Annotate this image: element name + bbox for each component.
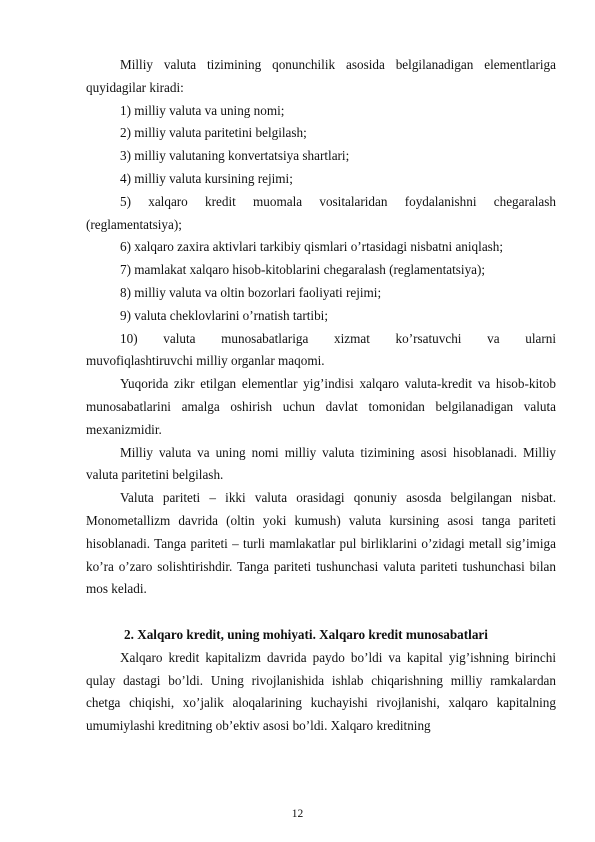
- page-number: 12: [291, 808, 304, 820]
- parity-paragraph: Valuta pariteti – ikki valuta orasidagi qonuniy asosda belgilangan nisbat. Monometallizm davrida (oltin yoki kumush) valuta kursining asosi tanga pariteti hisoblanadi. Tanga pariteti – turli mamlakatlar pul birliklarini o’zidagi metall sig’imiga ko’ra o’zaro solishtirishdir. Tanga pariteti tushunchasi valuta pariteti tushunchasi bilan mos keladi.: [86, 490, 556, 597]
- list-item: 6) xalqaro zaxira aktivlari tarkibiy qismlari o’rtasidagi nisbatni aniqlash;: [120, 239, 504, 255]
- list-item: 2) milliy valuta paritetini belgilash;: [120, 125, 307, 141]
- currency-name-paragraph: Milliy valuta va uning nomi milliy valuta tizimining asosi hisoblanadi. Milliy valuta paritetini belgilash.: [86, 444, 556, 483]
- summary-paragraph: Yuqorida zikr etilgan elementlar yig’indisi xalqaro valuta-kredit va hisob-kitob munosabatlarini amalga oshirish uchun davlat tomonidan belgilanadigan valuta mexanizmidir.: [86, 376, 556, 437]
- spacer: [86, 601, 556, 624]
- list-item: 7) mamlakat xalqaro hisob-kitoblarini chegaralash (reglamentatsiya);: [120, 262, 486, 278]
- section-heading: 2. Xalqaro kredit, uning mohiyati. Xalqaro kredit munosabatlari: [124, 626, 488, 642]
- list-item: 1) milliy valuta va uning nomi;: [120, 102, 285, 118]
- intro-paragraph: Milliy valuta tizimining qonunchilik asosida belgilanadigan elementlariga quyidagilar kiradi:: [86, 57, 556, 95]
- list-item: 3) milliy valutaning konvertatsiya shartlari;: [120, 148, 350, 164]
- list-item: 4) milliy valuta kursining rejimi;: [120, 170, 293, 186]
- list-item: 5) xalqaro kredit muomala vositalaridan foydalanishni chegaralash: [120, 193, 556, 209]
- list-item-continuation: muvofiqlashtiruvchi milliy organlar maqomi.: [86, 353, 325, 369]
- page-content: [86, 54, 556, 738]
- list-item: 8) milliy valuta va oltin bozorlari faoliyati rejimi;: [120, 284, 382, 300]
- list-item: 10) valuta munosabatlariga xizmat ko’rsatuvchi va ularni: [120, 330, 556, 346]
- section-body-paragraph: Xalqaro kredit kapitalizm davrida paydo bo’ldi va kapital yig’ishning birinchi qulay dastagi bo’ldi. Uning rivojlanishida ishlab chiqarishning milliy ramkalardan chetga chiqishi, xo’jalik aloqalarining kuchayishi rivojlanishi, xalqaro kapitalning umumiylashi kreditning ob’ektiv asosi bo’ldi. Xalqaro kreditning: [86, 649, 556, 734]
- list-item-continuation: (reglamentatsiya);: [86, 216, 182, 232]
- list-item: 9) valuta cheklovlarini o’rnatish tartibi;: [120, 307, 329, 323]
